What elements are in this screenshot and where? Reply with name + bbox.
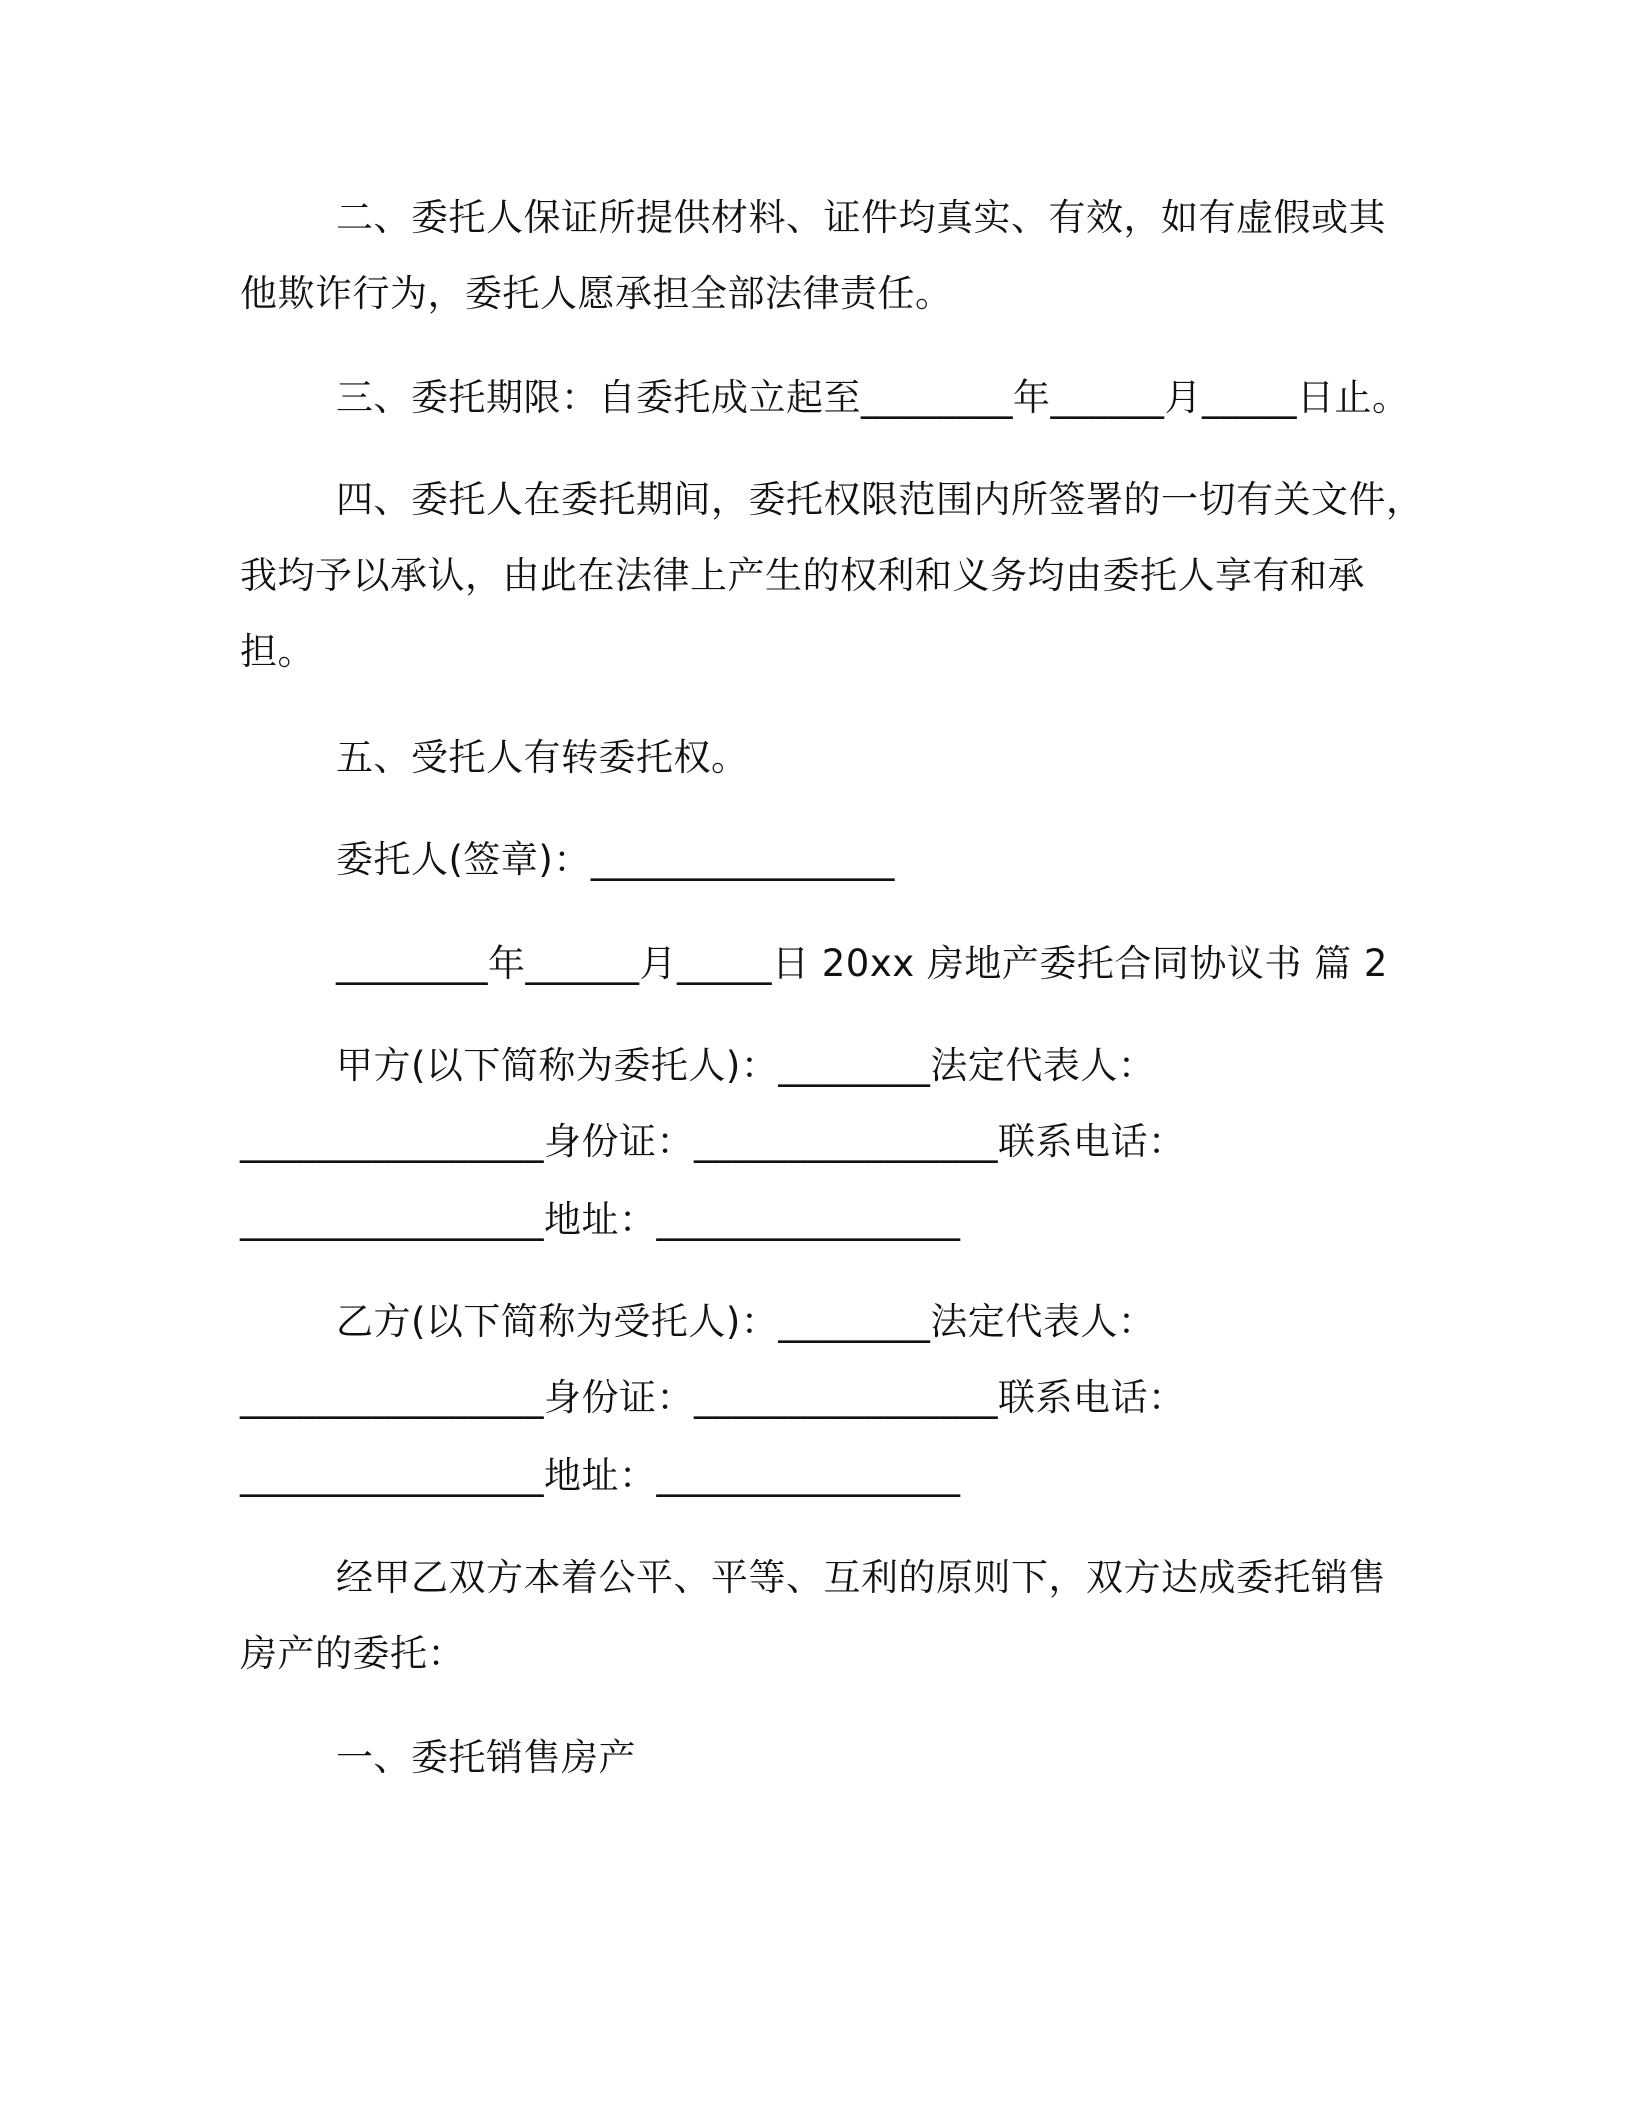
clause-4-line-3: 担。 [240,630,315,673]
party-b-line-2: ________________身份证：________________联系电话： [240,1376,1186,1419]
date-and-heading-line: ________年______月_____日 20xx 房地产委托合同协议书 篇 2 [336,942,1388,985]
party-b-line-1: 乙方(以下简称为受托人)：________法定代表人： [336,1300,1156,1343]
party-a-line-2: ________________身份证：________________联系电话： [240,1120,1186,1163]
clause-2-line-2: 他欺诈行为，委托人愿承担全部法律责任。 [240,272,953,315]
agreement-intro-line-1: 经甲乙双方本着公平、平等、互利的原则下，双方达成委托销售 [336,1556,1386,1599]
section-1-heading: 一、委托销售房产 [336,1736,636,1779]
party-b-line-3: ________________地址：________________ [240,1454,961,1497]
party-a-line-3: ________________地址：________________ [240,1198,961,1241]
clause-4-line-2: 我均予以承认，由此在法律上产生的权利和义务均由委托人享有和承 [240,554,1365,597]
clause-2-line-1: 二、委托人保证所提供材料、证件均真实、有效，如有虚假或其 [336,196,1386,239]
agreement-intro-line-2: 房产的委托： [240,1632,465,1675]
clause-3-term: 三、委托期限：自委托成立起至________年______月_____日止。 [336,376,1410,419]
party-a-line-1: 甲方(以下简称为委托人)：________法定代表人： [336,1044,1156,1087]
clause-5-subdelegation: 五、受托人有转委托权。 [336,736,749,779]
clause-4-line-1: 四、委托人在委托期间，委托权限范围内所签署的一切有关文件， [336,478,1424,521]
principal-signature-line: 委托人(签章)：________________ [336,838,895,881]
